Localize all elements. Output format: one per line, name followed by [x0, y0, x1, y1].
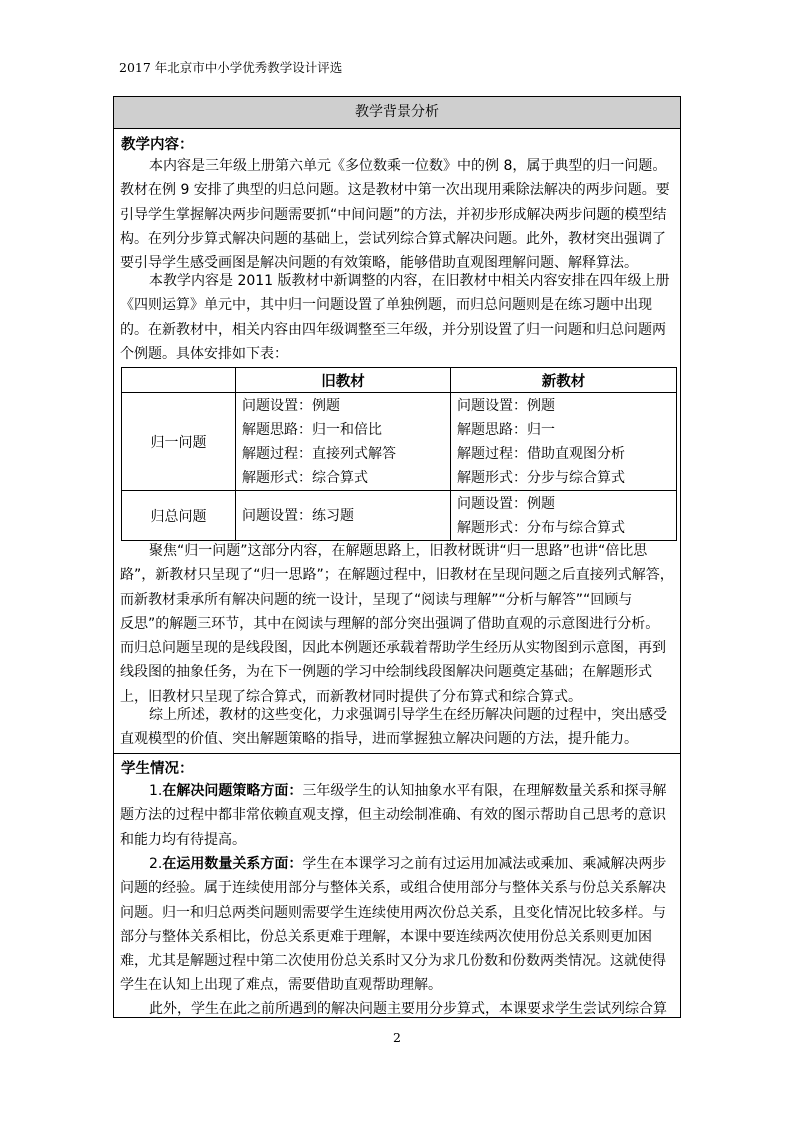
text-line: 学生在认知上出现了难点，需要借助直观帮助理解。 — [120, 977, 442, 994]
analysis-table — [113, 96, 681, 1018]
student-paragraph-3 — [120, 997, 675, 1021]
item-heading: 在运用数量关系方面： — [162, 856, 303, 872]
section-divider — [114, 753, 680, 754]
text-line: 线段图的抽象任务，为在下一例题的学习中绘制线段图解决问题奠定基础；在解题形式 — [120, 664, 652, 681]
text-line — [120, 852, 675, 876]
text-line: 的。在新教材中，相关内容由四年级调整至三年级，并分别设置了归一问题和归总问题两 — [120, 321, 666, 338]
content-paragraph-4 — [120, 703, 675, 752]
text-line: 《四则运算》单元中，其中归一问题设置了单独例题，而归总问题则是在练习题中出现 — [120, 297, 652, 314]
text-line: 反思”的解题三环节，其中在阅读与理解的部分突出强调了借助直观的示意图进行分析。 — [120, 615, 660, 632]
text-line: 引导学生掌握解决两步问题需要抓“中间问题”的方法，并初步形成解决两步问题的模型结 — [120, 206, 667, 223]
text-line: 聚焦“归一问题”这部分内容，在解题思路上，旧教材既讲“归一思路”也讲“倍比思 — [149, 543, 648, 559]
item-text: 三年级学生的认知抽象水平有限，在理解数量关系和探寻解 — [302, 783, 667, 799]
cell-line: 问题设置：例题 — [457, 495, 555, 512]
student-paragraph-1 — [120, 779, 675, 852]
cell-line: 解题过程：直接列式解答 — [242, 445, 396, 462]
cell-line: 解题过程：借助直观图分析 — [457, 445, 625, 462]
text-line — [120, 779, 675, 803]
text-line: 题方法的过程中都非常依赖直观支撑，但主动绘制准确、有效的图示帮助自己思考的意识 — [120, 807, 666, 824]
cell-line: 解题形式：分布与综合算式 — [457, 519, 625, 536]
text-line: 而新教材秉承所有解决问题的统一设计，呈现了“阅读与理解”“分析与解答”“回顾与 — [120, 591, 633, 608]
text-line: 教材在例 9 安排了典型的归总问题。这是教材中第一次出现用乘除法解决的两步问题。要 — [120, 182, 670, 199]
text-line: 难，尤其是解题过程中第二次使用份总关系时又分为求几份数和份数两类情况。这就使得 — [120, 953, 666, 970]
cell-line: 解题形式：综合算式 — [242, 469, 368, 486]
text-line: 路”，新教材只呈现了“归一思路”；在解题过程中，旧教材在呈现问题之后直接列式解答， — [120, 567, 674, 584]
text-line: 部分与整体关系相比，份总关系更难于理解，本课中要连续两次使用份总关系则更加困 — [120, 928, 652, 945]
text-line: 本内容是三年级上册第六单元《多位数乘一位数》中的例 8，属于典型的归一问题。 — [149, 158, 667, 174]
table-corner-cell — [122, 368, 236, 393]
text-line: 此外，学生在此之前所遇到的解决问题主要用分步算式，本课要求学生尝试列综合算 — [149, 1001, 667, 1017]
text-line: 和能力均有待提高。 — [120, 831, 246, 848]
content-paragraph-3 — [120, 539, 675, 709]
comparison-table — [121, 367, 677, 541]
cell-new-guizong — [451, 491, 677, 541]
student-paragraph-2 — [120, 852, 675, 998]
cell-line: 解题思路：归一 — [457, 421, 555, 438]
col-header-new: 新教材 — [451, 368, 677, 393]
text-line: 构。在列分步算式解决问题的基础上，尝试列综合算式解决问题。此外，教材突出强调了 — [120, 230, 666, 247]
text-line: 要引导学生感受画图是解决问题的有效策略，能够借助直观图理解问题、解释算法。 — [120, 255, 638, 272]
item-number: 2. — [149, 856, 163, 872]
row-name-guizong: 归总问题 — [122, 491, 236, 541]
text-line: 综上所述，教材的这些变化，力求强调引导学生在经历解决问题的过程中，突出感受 — [149, 707, 667, 723]
item-number: 1. — [149, 783, 163, 799]
text-line: 而归总问题呈现的是线段图，因此本例题还承载着帮助学生经历从实物图到示意图，再到 — [120, 640, 666, 657]
item-heading: 在解决问题策略方面： — [162, 783, 303, 799]
cell-line: 问题设置：练习题 — [242, 507, 354, 524]
text-line: 直观模型的价值、突出解题策略的指导，进而掌握独立解决问题的方法，提升能力。 — [120, 731, 638, 748]
text-line: 本教学内容是 2011 版教材中新调整的内容，在旧教材中相关内容安排在四年级上册 — [149, 273, 670, 289]
text-line: 问题的经验。属于连续使用部分与整体关系，或组合使用部分与整体关系与份总关系解决 — [120, 880, 666, 897]
cell-old-guiyi — [236, 393, 451, 491]
content-paragraph-1 — [120, 154, 675, 275]
cell-new-guiyi — [451, 393, 677, 491]
item-text: 学生在本课学习之前有过运用加减法或乘加、乘减解决两步 — [302, 856, 667, 872]
cell-line: 解题思路：归一和倍比 — [242, 421, 382, 438]
page-header: 2017 年北京市中小学优秀教学设计评选 — [119, 60, 343, 75]
text-line: 上，旧教材只呈现了综合算式，而新教材同时提供了分布算式和综合算式。 — [120, 688, 582, 705]
cell-line: 问题设置：例题 — [457, 397, 555, 414]
content-paragraph-2 — [120, 269, 675, 366]
row-name-guiyi: 归一问题 — [122, 393, 236, 491]
student-label: 学生情况： — [121, 761, 194, 777]
text-line: 个例题。具体安排如下表： — [120, 345, 288, 362]
col-header-old: 旧教材 — [236, 368, 451, 393]
cell-line: 问题设置：例题 — [242, 397, 340, 414]
page-number: 2 — [393, 1030, 401, 1045]
content-label: 教学内容： — [121, 137, 194, 153]
text-line: 问题。归一和归总两类问题则需要学生连续使用两次份总关系，且变化情况比较多样。与 — [120, 904, 666, 921]
cell-line: 解题形式：分步与综合算式 — [457, 469, 625, 486]
cell-old-guizong — [236, 491, 451, 541]
table-title: 教学背景分析 — [114, 97, 680, 129]
